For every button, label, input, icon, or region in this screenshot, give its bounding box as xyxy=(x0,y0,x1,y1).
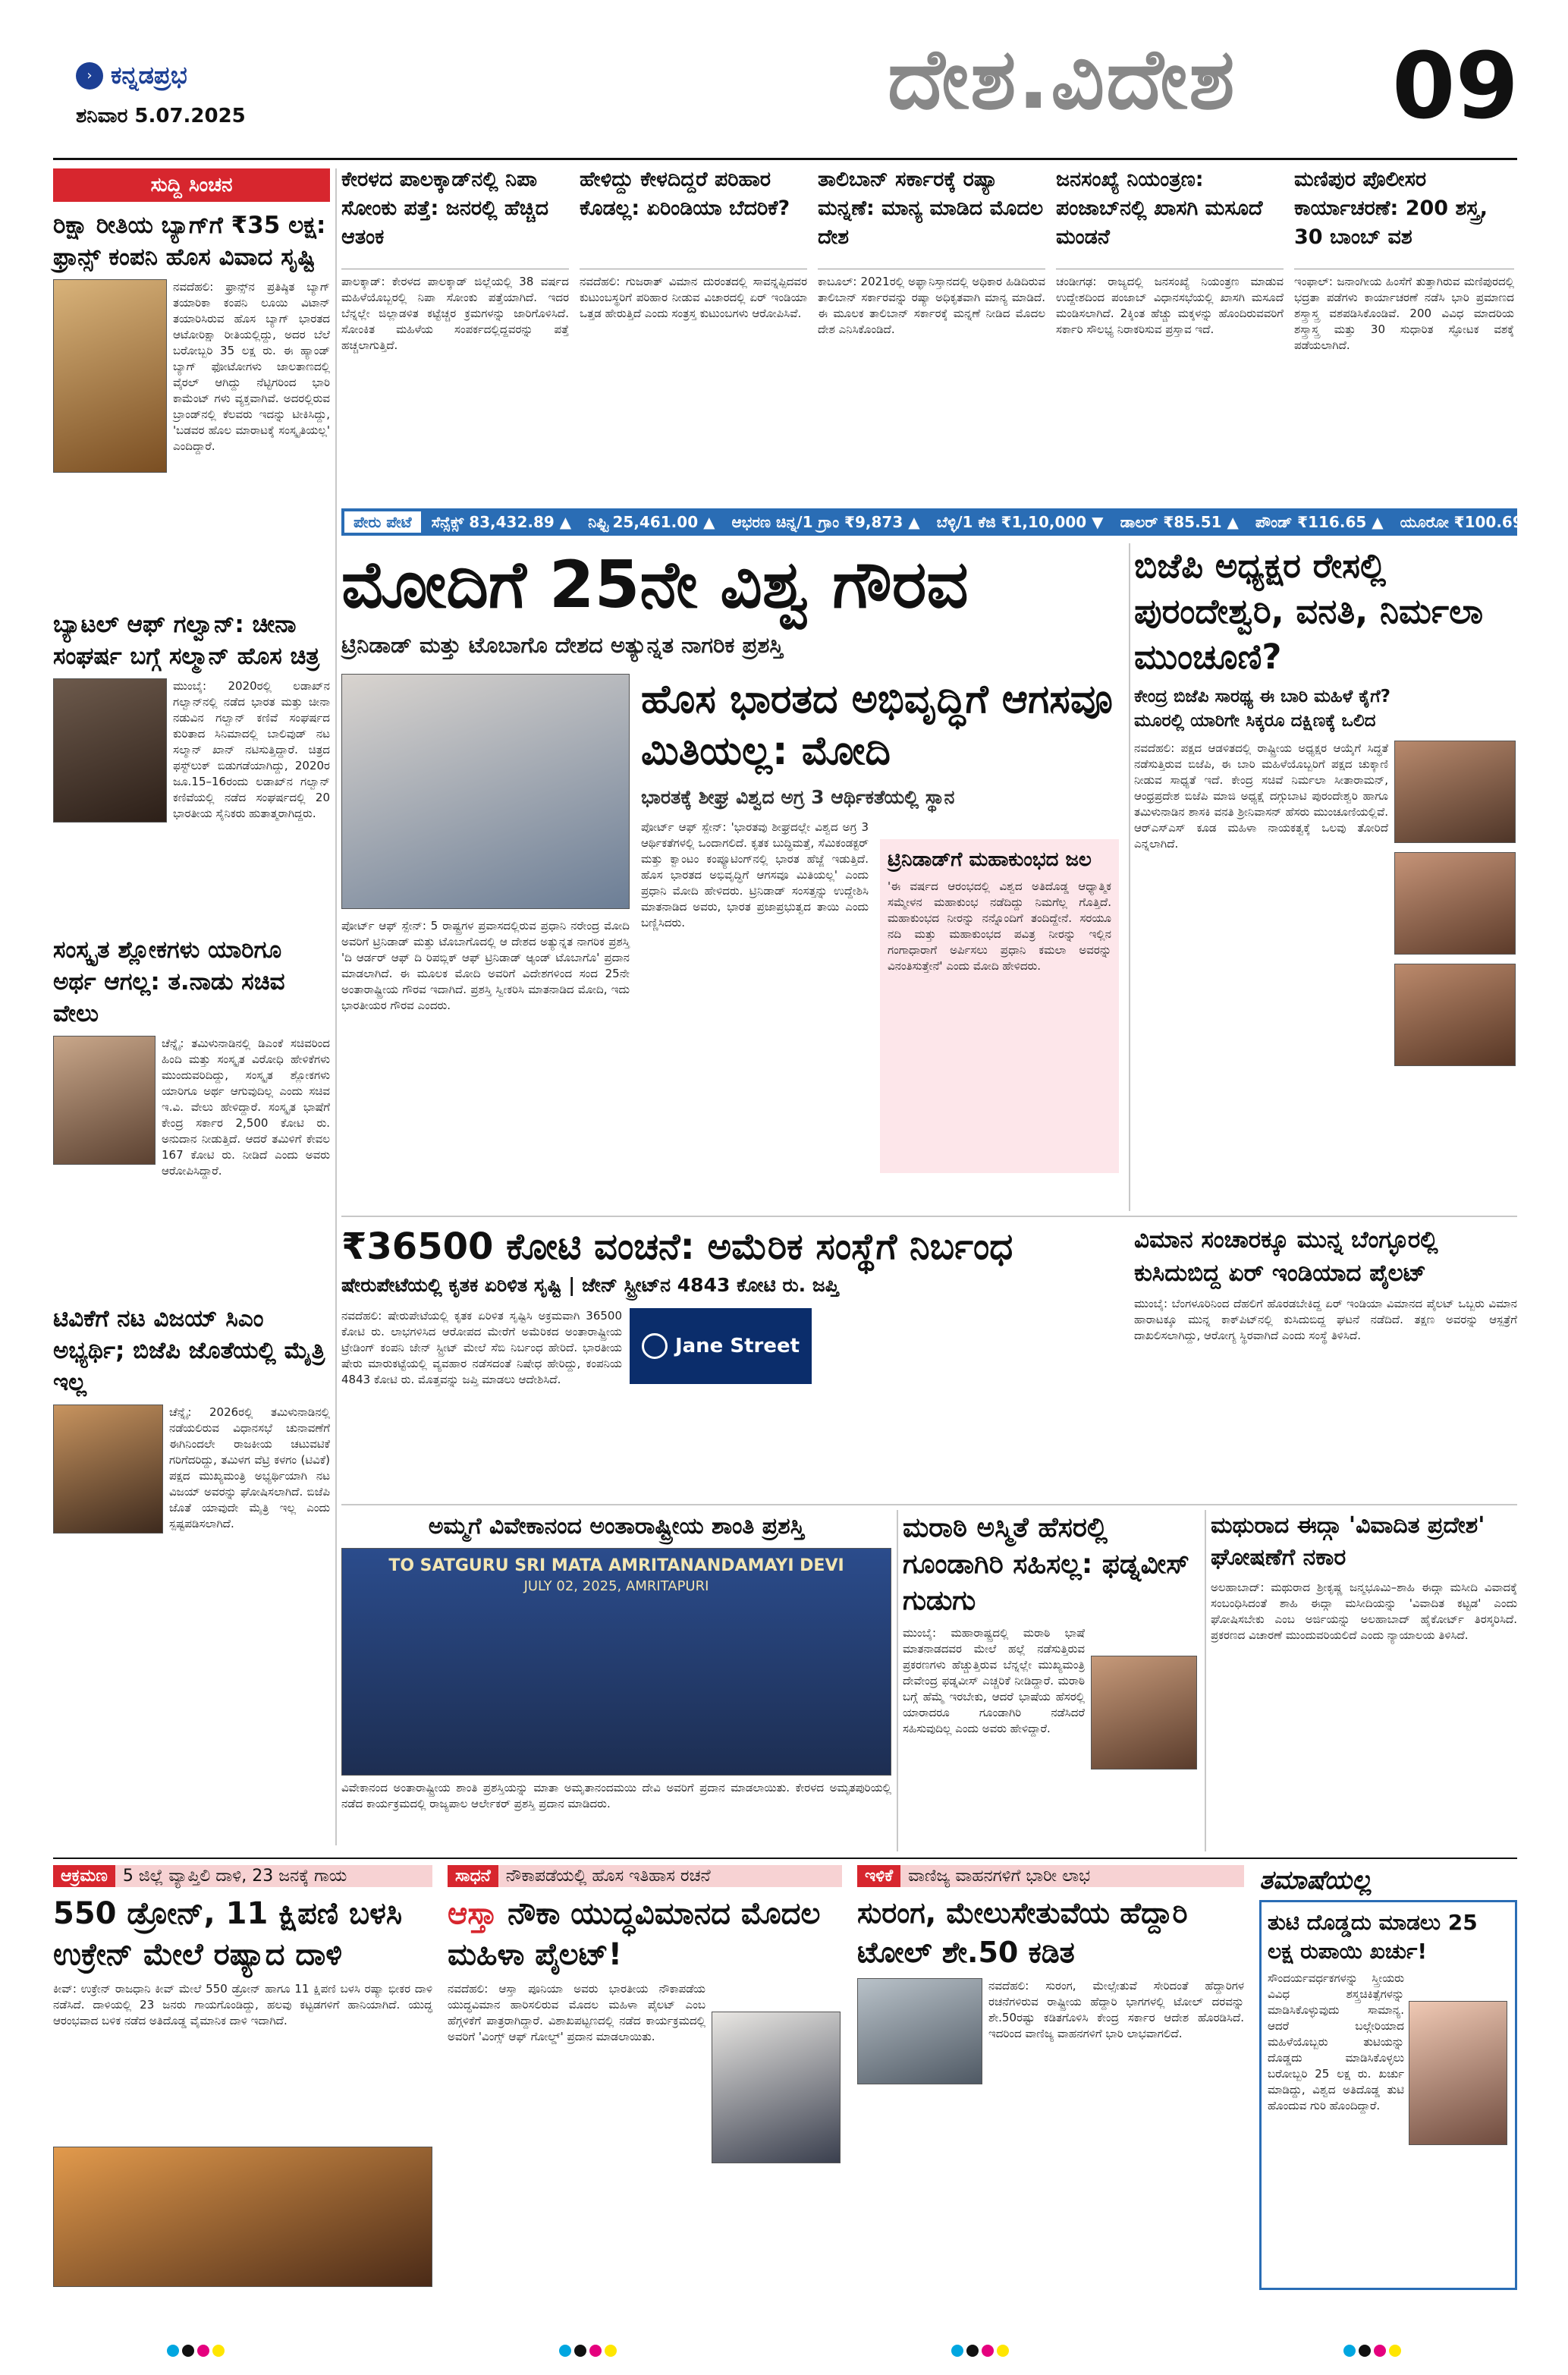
mahakumbh-headline[interactable]: ಟ್ರಿನಿಡಾಡ್‌ಗೆ ಮಹಾಕುಂಭದ ಜಲ xyxy=(888,848,1092,871)
story-tag: ಸಾಧನೆ xyxy=(448,1865,498,1887)
mathura-body: ಅಲಹಾಬಾದ್‌: ಮಥುರಾದ ಶ್ರೀಕೃಷ್ಣ ಜನ್ಮಭೂಮಿ–ಶಾಹಿ ಈದ್ಗಾ ಮಸೀದಿ ವಿವಾದಕ್ಕೆ ಸಂಬಂಧಿಸಿದಂತೆ ಶಾಹಿ ಈದ್ಗಾ ಮಸೀದಿಯನ್ನು 'ವಿವಾದಿತ ಕಟ್ಟಡ' ಎಂದು ಘೋಷಿಸಬೇಕು ಎಂಬ ಅರ್ಜಿಯನ್ನು ಅಲಹಾಬಾದ್‌ ಹೈಕೋರ್ಟ್‌ ತಿರಸ್ಕರಿಸಿದೆ. ಪ್ರಕರಣದ ವಿಚಾರಣೆ ಮುಂದುವರಿಯಲಿದೆ ಎಂದು ನ್ಯಾಯಾಲಯ ತಿಳಿಸಿದೆ. xyxy=(1211,1581,1517,1642)
story-tagline: 5 ಜಿಲ್ಲೆ ವ್ಯಾಪ್ತಿಲಿ ದಾಳಿ, 23 ಜನಕ್ಕೆ ಗಾಯ xyxy=(122,1867,347,1886)
top-story-body: ಕಾಬೂಲ್‌: 2021ರಲ್ಲಿ ಅಫ್ಘಾನಿಸ್ತಾನದಲ್ಲಿ ಅಧಿಕಾರ ಹಿಡಿದಿರುವ ತಾಲಿಬಾನ್‌ ಸರ್ಕಾರವನ್ನು ರಷ್ಯಾ ಅಧಿಕೃತವಾಗಿ ಮಾನ್ಯ ಮಾಡಿದೆ. ಈ ಮೂಲಕ ತಾಲಿಬಾನ್‌ ಸರ್ಕಾರಕ್ಕೆ ಮನ್ನಣೆ ನೀಡಿದ ಮೊದಲ ದೇಶ ಎನಿಸಿಕೊಂಡಿದೆ. xyxy=(818,269,1045,489)
airindia-body: ಮುಂಬೈ: ಬೆಂಗಳೂರಿನಿಂದ ದೆಹಲಿಗೆ ಹೊರಡಬೇಕಿದ್ದ ಏರ್‌ ಇಂಡಿಯಾ ವಿಮಾನದ ಪೈಲಟ್‌ ಒಬ್ಬರು ವಿಮಾನ ಹಾರಾಟಕ್ಕೂ ಮುನ್ನ ಕಾಕ್‌ಪಿಟ್‌ನಲ್ಲಿ ಕುಸಿದುಬಿದ್ದ ಘಟನೆ ನಡೆದಿದೆ. ತಕ್ಷಣ ಅವರನ್ನು ಆಸ್ಪತ್ರೆಗೆ ದಾಖಲಿಸಲಾಗಿದ್ದು, ಆರೋಗ್ಯ ಸ್ಥಿರವಾಗಿದೆ ಎಂದು ಸಂಸ್ಥೆ ತಿಳಿಸಿದೆ. xyxy=(1134,1297,1517,1342)
mathura-story xyxy=(1211,1510,1517,1851)
ticker-label: ಪೇರು ಪೇಟೆ xyxy=(344,511,421,533)
story-tag: ಇಳಿಕೆ xyxy=(857,1865,900,1887)
russia-headline[interactable]: 550 ಡ್ರೋನ್‌, 11 ಕ್ಷಿಪಣಿ ಬಳಸಿ ಉಕ್ರೇನ್‌ ಮೇಲೆ ರಷ್ಯಾದ ದಾಳಿ xyxy=(53,1896,403,1972)
toll-headline[interactable]: ಸುರಂಗ, ಮೇಲುಸೇತುವೆಯ ಹೆದ್ದಾರಿ ಟೋಲ್‌ ಶೇ.50 ಕಡಿತ xyxy=(857,1896,1188,1969)
logo-icon: › xyxy=(76,62,103,90)
top-story-nipah xyxy=(341,165,569,499)
color-dots xyxy=(165,2345,226,2360)
bjp-story xyxy=(1134,543,1517,1211)
col-divider-lead xyxy=(1129,543,1130,1211)
purandeswari-photo xyxy=(1394,852,1516,955)
kyiv-attack-photo xyxy=(53,2147,432,2287)
lead-story xyxy=(341,543,1123,1211)
amma-banner-line1: TO SATGURU SRI MATA AMRITANANDAMAYI DEVI xyxy=(388,1556,844,1575)
vanathi-photo xyxy=(1394,964,1516,1066)
tamasha-headline[interactable]: ತುಟಿ ದೊಡ್ಡದು ಮಾಡಲು 25 ಲಕ್ಷ ರುಪಾಯಿ ಖರ್ಚು! xyxy=(1268,1910,1478,1964)
mathura-headline[interactable]: ಮಥುರಾದ ಈದ್ಗಾ 'ವಿವಾದಿತ ಪ್ರದೇಶ' ಘೋಷಣೆಗೆ ನಕಾರ xyxy=(1211,1512,1485,1571)
amma-banner-line2: JULY 02, 2025, AMRITAPURI xyxy=(523,1578,709,1594)
minister-velu-photo xyxy=(53,1036,156,1165)
top-story-headline[interactable]: ತಾಲಿಬಾನ್‌ ಸರ್ಕಾರಕ್ಕೆ ರಷ್ಯಾ ಮನ್ನಣೆ: ಮಾನ್ಯ ಮಾಡಿದ ಮೊದಲ ದೇಶ xyxy=(818,168,1044,249)
mahakumbh-body: 'ಈ ವರ್ಷದ ಆರಂಭದಲ್ಲಿ ವಿಶ್ವದ ಅತಿದೊಡ್ಡ ಆಧ್ಯಾತ್ಮಿಕ ಸಮ್ಮೇಳನ ಮಹಾಕುಂಭ ನಡೆದಿದ್ದು ನಿಮಗೆಲ್ಲ ಗೊತ್ತಿದೆ. ಮಹಾಕುಂಭದ ನೀರನ್ನು ನನ್ನೊಂದಿಗೆ ತಂದಿದ್ದೇನೆ. ಸರಯೂ ನದಿ ಮತ್ತು ಮಹಾಕುಂಭದ ಪವಿತ್ರ ನೀರನ್ನು ಇಲ್ಲಿನ ಗಂಗಾಧಾರಾಗೆ ಅರ್ಪಿಸಲು ಪ್ರಧಾನಿ ಕಮಲಾ ಅವರನ್ನು ವಿನಂತಿಸುತ್ತೇನೆ' ಎಂದು ಮೋದಿ ಹೇಳಿದರು. xyxy=(888,879,1111,973)
amma-caption: ವಿವೇಕಾನಂದ ಅಂತಾರಾಷ್ಟ್ರೀಯ ಶಾಂತಿ ಪ್ರಶಸ್ತಿಯನ್ನು ಮಾತಾ ಅಮೃತಾನಂದಮಯಿ ದೇವಿ ಅವರಿಗೆ ಪ್ರದಾನ ಮಾಡಲಾಯಿತು. ಕೇರಳದ ಅಮೃತಪುರಿಯಲ್ಲಿ ನಡೆದ ಕಾರ್ಯಕ್ರಮದಲ್ಲಿ ರಾಜ್ಯಪಾಲ ಆರ್ಲೇಕರ್‌ ಪ್ರಶಸ್ತಿ ಪ್ರದಾನ ಮಾಡಿದರು. xyxy=(341,1781,891,1810)
navy-pilot-headline[interactable]: ನೌಕಾ ಯುದ್ಧವಿಮಾನದ ಮೊದಲ ಮಹಿಳಾ ಪೈಲಟ್‌! xyxy=(448,1896,821,1972)
market-ticker xyxy=(341,508,1541,536)
top-stories-row xyxy=(341,165,1517,499)
col-divider-marathi xyxy=(1205,1510,1206,1851)
top-story-headline[interactable]: ಮಣಿಪುರ ಪೊಲೀಸರ ಕಾರ್ಯಾಚರಣೆ: 200 ಶಸ್ತ್ರ, 30 ಬಾಂಬ್‌ ವಶ xyxy=(1294,168,1488,249)
navy-pilot-body: ನವದೆಹಲಿ: ಆಸ್ತಾ ಪೂನಿಯಾ ಅವರು ಭಾರತೀಯ ನೌಕಾಪಡೆಯ ಯುದ್ಧವಿಮಾನ ಹಾರಿಸಲಿರುವ ಮೊದಲ ಮಹಿಳಾ ಪೈಲಟ್‌ ಎಂಬ ಹೆಗ್ಗಳಿಕೆಗೆ ಪಾತ್ರರಾಗಿದ್ದಾರೆ. ವಿಶಾಖಪಟ್ಟಣದಲ್ಲಿ ನಡೆದ ಕಾರ್ಯಕ್ರಮದಲ್ಲಿ ಅವರಿಗೆ 'ವಿಂಗ್ಸ್‌ ಆಫ್‌ ಗೋಲ್ಡ್‌' ಪ್ರದಾನ ಮಾಡಲಾಯಿತು. xyxy=(448,1982,705,2043)
bjp-subheadline-2: ಮೂರಲ್ಲಿ ಯಾರಿಗೇ ಸಿಕ್ಕರೂ ದಕ್ಷಿಣಕ್ಕೆ ಒಲಿದ xyxy=(1134,711,1376,731)
jane-body: ನವದೆಹಲಿ: ಷೇರುಪೇಟೆಯಲ್ಲಿ ಕೃತಕ ಏರಿಳಿತ ಸೃಷ್ಟಿಸಿ ಅಕ್ರಮವಾಗಿ 36500 ಕೋಟಿ ರು. ಲಾಭಗಳಿಸಿದ ಆರೋಪದ ಮೇರೆಗೆ ಅಮೆರಿಕದ ಅಂತಾರಾಷ್ಟ್ರೀಯ ಟ್ರೇಡಿಂಗ್‌ ಕಂಪನಿ ಜೇನ್‌ ಸ್ಟ್ರೀಟ್‌ ಮೇಲೆ ಸೆಬಿ ನಿರ್ಬಂಧ ಹೇರಿದೆ. ಭಾರತೀಯ ಷೇರು ಮಾರುಕಟ್ಟೆಯಲ್ಲಿ ವ್ಯವಹಾರ ನಡೆಸದಂತೆ ನಿಷೇಧ ಹೇರಿದ್ದು, ಕಂಪನಿಯ 4843 ಕೋಟಿ ರು. ಮೊತ್ತವನ್ನು ಜಪ್ತಿ ಮಾಡಲು ಆದೇಶಿಸಿದೆ. xyxy=(341,1309,622,1386)
fadnavis-photo xyxy=(1091,1656,1197,1769)
top-story-headline[interactable]: ಹೇಳಿದ್ದು ಕೇಳದಿದ್ದರೆ ಪರಿಹಾರ ಕೊಡಲ್ಲ: ಏರಿಂಡಿಯಾ ಬೆದರಿಕೆ? xyxy=(580,168,790,220)
toll-body: ನವದೆಹಲಿ: ಸುರಂಗ, ಮೇಲ್ಸೇತುವೆ ಸೇರಿದಂತೆ ಹೆದ್ದಾರಿಗಳ ರಚನೆಗಳಿರುವ ರಾಷ್ಟ್ರೀಯ ಹೆದ್ದಾರಿ ಭಾಗಗಳಲ್ಲಿ ಟೋಲ್‌ ದರವನ್ನು ಶೇ.50ರಷ್ಟು ಕಡಿತಗೊಳಿಸಿ ಕೇಂದ್ರ ಸರ್ಕಾರ ಆದೇಶ ಹೊರಡಿಸಿದೆ. ಇದರಿಂದ ವಾಣಿಜ್ಯ ವಾಹನಗಳಿಗೆ ಭಾರಿ ಲಾಭವಾಗಲಿದೆ. xyxy=(988,1979,1244,2040)
row-divider-2 xyxy=(341,1504,1517,1505)
row-divider-1 xyxy=(341,1216,1517,1217)
ticker-item: ಬೆಳ್ಳಿ/1 ಕೆಜಿ ₹1,10,000 ▼ xyxy=(936,513,1104,531)
story-tag: ಆಕ್ರಮಣ xyxy=(53,1865,115,1887)
lead-subheadline: ಟ್ರಿನಿಡಾಡ್‌ ಮತ್ತು ಟೊಬಾಗೊ ದೇಶದ ಅತ್ಯುನ್ನತ ನಾಗರಿಕ ಪ್ರಶಸ್ತಿ xyxy=(341,632,784,658)
suddi-label: ಸುದ್ದಿ ಸಿಂಚನ xyxy=(53,168,330,202)
amma-award-photo xyxy=(341,1548,891,1776)
top-story-headline[interactable]: ಕೇರಳದ ಪಾಲಕ್ಕಾಡ್‌ನಲ್ಲಿ ನಿಪಾ ಸೋಂಕು ಪತ್ತೆ: ಜನರಲ್ಲಿ ಹೆಚ್ಚಿದ ಆತಂಕ xyxy=(341,168,549,249)
section-title: ದೇಶ.ವಿದೇಶ xyxy=(888,30,1236,127)
toll-plaza-photo xyxy=(857,1978,982,2084)
logo[interactable] xyxy=(76,61,187,90)
logo-text: ಕನ್ನಡಪ್ರಭ xyxy=(111,61,187,90)
top-story-airindia-threat xyxy=(580,165,807,499)
color-dots xyxy=(558,2345,618,2360)
lead-body-right: ಪೋರ್ಟ್‌ ಆಫ್‌ ಸ್ಪೇನ್‌: 'ಭಾರತವು ಶೀಘ್ರದಲ್ಲೇ ವಿಶ್ವದ ಅಗ್ರ 3 ಆರ್ಥಿಕತೆಗಳಲ್ಲಿ ಒಂದಾಗಲಿದೆ. ಕೃತಕ ಬುದ್ಧಿಮತ್ತೆ, ಸೆಮಿಕಂಡಕ್ಟರ್‌ ಮತ್ತು ಕ್ವಾಂಟಂ ಕಂಪ್ಯೂಟಿಂಗ್‌ನಲ್ಲಿ ಭಾರತ ಹೆಜ್ಜೆ ಇಡುತ್ತಿದೆ. ಹೊಸ ಭಾರತದ ಅಭಿವೃದ್ಧಿಗೆ ಆಗಸವೂ ಮಿತಿಯಲ್ಲ' ಎಂದು ಪ್ರಧಾನಿ ಮೋದಿ ಹೇಳಿದರು. ಟ್ರಿನಿಡಾಡ್‌ ಸಂಸತ್ತನ್ನು ಉದ್ದೇಶಿಸಿ ಮಾತನಾಡಿದ ಅವರು, ಭಾರತ ಪ್ರಜಾಪ್ರಭುತ್ವದ ತಾಯಿ ಎಂದು ಬಣ್ಣಿಸಿದರು. xyxy=(641,820,869,930)
page-number: 09 xyxy=(1392,34,1519,140)
modi-award-photo xyxy=(341,674,630,909)
salman-film-poster xyxy=(53,678,167,823)
bjp-subheadline-1: ಕೇಂದ್ರ ಬಿಜೆಪಿ ಸಾರಥ್ಯ ಈ ಬಾರಿ ಮಹಿಳೆ ಕೈಗೆ? xyxy=(1134,687,1390,706)
top-story-headline[interactable]: ಜನಸಂಖ್ಯೆ ನಿಯಂತ್ರಣ: ಪಂಜಾಬ್‌ನಲ್ಲಿ ಖಾಸಗಿ ಮಸೂದೆ ಮಂಡನೆ xyxy=(1056,168,1263,249)
ticker-item: ನಿಫ್ಟಿ 25,461.00 ▲ xyxy=(588,513,715,531)
navy-pilot-name[interactable]: ಆಸ್ತಾ xyxy=(448,1896,498,1931)
top-story-body: ನವದೆಹಲಿ: ಗುಜರಾತ್‌ ವಿಮಾನ ದುರಂತದಲ್ಲಿ ಸಾವನ್ನಪ್ಪಿದವರ ಕುಟುಂಬಸ್ಥರಿಗೆ ಪರಿಹಾರ ನೀಡುವ ವಿಚಾರದಲ್ಲಿ ಏರ್‌ ಇಂಡಿಯಾ ಒತ್ತಡ ಹೇರುತ್ತಿದೆ ಎಂದು ಸಂತ್ರಸ್ತ ಕುಟುಂಬಗಳು ಆರೋಪಿಸಿವೆ. xyxy=(580,269,807,489)
toll-cut-story xyxy=(857,1865,1244,2328)
registration-marks xyxy=(0,2345,1568,2360)
jane-logo-icon xyxy=(642,1333,668,1359)
mahakumbh-box xyxy=(880,839,1119,1173)
lead-headline[interactable]: ಮೋದಿಗೆ 25ನೇ ವಿಶ್ವ ಗೌರವ xyxy=(341,547,969,623)
story-tagline: ನೌಕಾಪಡೆಯಲ್ಲಿ ಹೊಸ ಇತಿಹಾಸ ರಚನೆ xyxy=(505,1867,711,1886)
top-story-punjab xyxy=(1056,165,1284,499)
marathi-body: ಮುಂಬೈ: ಮಹಾರಾಷ್ಟ್ರದಲ್ಲಿ ಮರಾಠಿ ಭಾಷೆ ಮಾತನಾಡದವರ ಮೇಲೆ ಹಲ್ಲೆ ನಡೆಸುತ್ತಿರುವ ಪ್ರಕರಣಗಳು ಹೆಚ್ಚುತ್ತಿರುವ ಬೆನ್ನಲ್ಲೇ ಮುಖ್ಯಮಂತ್ರಿ ದೇವೇಂದ್ರ ಫಡ್ನವೀಸ್‌ ಎಚ್ಚರಿಕೆ ನೀಡಿದ್ದಾರೆ. ಮರಾಠಿ ಬಗ್ಗೆ ಹೆಮ್ಮೆ ಇರಬೇಕು, ಆದರೆ ಭಾಷೆಯ ಹೆಸರಲ್ಲಿ ಯಾರಾದರೂ ಗೂಂಡಾಗಿರಿ ನಡೆಸಿದರೆ ಸಹಿಸುವುದಿಲ್ಲ ಎಂದು ಅವರು ಹೇಳಿದ್ದಾರೆ. xyxy=(903,1626,1085,1735)
suddi-story3-headline[interactable]: ಸಂಸ್ಕೃತ ಶ್ಲೋಕಗಳು ಯಾರಿಗೂ ಅರ್ಥ ಆಗಲ್ಲ: ತ.ನಾಡು ಸಚಿವ ವೇಲು xyxy=(53,936,285,1027)
ticker-item: ಸೆನ್ಸೆಕ್ಸ್‌ 83,432.89 ▲ xyxy=(431,513,572,531)
marathi-story xyxy=(903,1510,1199,1851)
edition-date: ಶನಿವಾರ 5.07.2025 xyxy=(76,105,246,127)
masthead xyxy=(0,0,1568,156)
marathi-headline[interactable]: ಮರಾಠಿ ಅಸ್ಮಿತೆ ಹೆಸರಲ್ಲಿ ಗೂಂಡಾಗಿರಿ ಸಹಿಸಲ್ಲ: ಫಡ್ನವೀಸ್‌ ಗುಡುಗು xyxy=(903,1512,1190,1616)
jane-street-logo[interactable] xyxy=(630,1308,812,1384)
story-tagline: ವಾಣಿಜ್ಯ ವಾಹನಗಳಿಗೆ ಭಾರೀ ಲಾಭ xyxy=(908,1867,1091,1886)
ticker-item: ಡಾಲರ್‌ ₹85.51 ▲ xyxy=(1120,513,1239,531)
top-story-body: ಇಂಫಾಲ್‌: ಜನಾಂಗೀಯ ಹಿಂಸೆಗೆ ತುತ್ತಾಗಿರುವ ಮಣಿಪುರದಲ್ಲಿ ಭದ್ರತಾ ಪಡೆಗಳು ಕಾರ್ಯಾಚರಣೆ ನಡೆಸಿ ಭಾರಿ ಪ್ರಮಾಣದ ಶಸ್ತ್ರಾಸ್ತ್ರ ವಶಪಡಿಸಿಕೊಂಡಿವೆ. 200 ವಿವಿಧ ಮಾದರಿಯ ಶಸ್ತ್ರಾಸ್ತ್ರ ಮತ್ತು 30 ಸುಧಾರಿತ ಸ್ಫೋಟಕ ವಶಕ್ಕೆ ಪಡೆಯಲಾಗಿದೆ. xyxy=(1294,269,1514,489)
actor-vijay-photo xyxy=(53,1405,163,1534)
col-divider-amma xyxy=(897,1510,898,1851)
nirmala-photo xyxy=(1394,741,1516,843)
ticker-item: ಪೌಂಡ್‌ ₹116.65 ▲ xyxy=(1255,513,1384,531)
russia-body: ಕೀವ್‌: ಉಕ್ರೇನ್‌ ರಾಜಧಾನಿ ಕೀವ್‌ ಮೇಲೆ 550 ಡ್ರೋನ್‌ ಹಾಗೂ 11 ಕ್ಷಿಪಣಿ ಬಳಸಿ ರಷ್ಯಾ ಭೀಕರ ದಾಳಿ ನಡೆಸಿದೆ. ದಾಳಿಯಲ್ಲಿ 23 ಜನರು ಗಾಯಗೊಂಡಿದ್ದು, ಹಲವು ಕಟ್ಟಡಗಳಿಗೆ ಹಾನಿಯಾಗಿದೆ. ಯುದ್ಧ ಆರಂಭವಾದ ಬಳಿಕ ನಡೆದ ಅತಿದೊಡ್ಡ ವೈಮಾನಿಕ ದಾಳಿ ಇದಾಗಿದೆ. xyxy=(53,1982,432,2027)
jane-headline[interactable]: ₹36500 ಕೋಟಿ ವಂಚನೆ: ಅಮೆರಿಕ ಸಂಸ್ಥೆಗೆ ನಿರ್ಬಂಧ xyxy=(341,1225,1013,1268)
suddi-story2-headline[interactable]: ಬ್ಯಾಟಲ್‌ ಆಫ್‌ ಗಲ್ವಾನ್‌: ಚೀನಾ ಸಂಘರ್ಷ ಬಗ್ಗೆ ಸಲ್ಮಾನ್‌ ಹೊಸ ಚಿತ್ರ xyxy=(53,611,320,670)
top-story-body: ಪಾಲಕ್ಕಾಡ್‌: ಕೇರಳದ ಪಾಲಕ್ಕಾಡ್‌ ಜಿಲ್ಲೆಯಲ್ಲಿ 38 ವರ್ಷದ ಮಹಿಳೆಯೊಬ್ಬರಲ್ಲಿ ನಿಪಾ ಸೋಂಕು ಪತ್ತೆಯಾಗಿದೆ. ಇದರ ಬೆನ್ನಲ್ಲೇ ಜಿಲ್ಲಾಡಳಿತ ಕಟ್ಟೆಚ್ಚರ ಕ್ರಮಗಳನ್ನು ಜಾರಿಗೊಳಿಸಿದೆ. ಸೋಂಕಿತ ಮಹಿಳೆಯ ಸಂಪರ್ಕದಲ್ಲಿದ್ದವರನ್ನು ಪತ್ತೆ ಹಚ್ಚಲಾಗುತ್ತಿದೆ. xyxy=(341,269,569,489)
color-dots xyxy=(1342,2345,1403,2360)
col-divider-left xyxy=(335,168,337,1845)
suddi-story1-headline[interactable]: ರಿಕ್ಷಾ ರೀತಿಯ ಬ್ಯಾಗ್‌ಗೆ ₹35 ಲಕ್ಷ: ಫ್ರಾನ್ಸ್‌ ಕಂಪನಿ ಹೊಸ ವಿವಾದ ಸೃಷ್ಟಿ xyxy=(53,212,326,271)
amma-award-story xyxy=(341,1510,891,1851)
russia-attack-story xyxy=(53,1865,432,2328)
bjp-body: ನವದೆಹಲಿ: ಪಕ್ಷದ ಆಡಳಿತದಲ್ಲಿ ರಾಷ್ಟ್ರೀಯ ಅಧ್ಯಕ್ಷರ ಆಯ್ಕೆಗೆ ಸಿದ್ಧತೆ ನಡೆಸುತ್ತಿರುವ ಬಿಜೆಪಿ, ಈ ಬಾರಿ ಮಹಿಳೆಯೊಬ್ಬರಿಗೆ ಪಕ್ಷದ ಚುಕ್ಕಾಣಿ ನೀಡುವ ಸಾಧ್ಯತೆ ಇದೆ. ಕೇಂದ್ರ ಸಚಿವೆ ನಿರ್ಮಲಾ ಸೀತಾರಾಮನ್‌, ಆಂಧ್ರಪ್ರದೇಶ ಬಿಜೆಪಿ ಮಾಜಿ ಅಧ್ಯಕ್ಷೆ ದಗ್ಗುಬಾಟಿ ಪುರಂದೇಶ್ವರಿ ಹಾಗೂ ತಮಿಳುನಾಡಿನ ಶಾಸಕಿ ವನತಿ ಶ್ರೀನಿವಾಸನ್‌ ಹೆಸರು ಮುಂಚೂಣಿಯಲ್ಲಿವೆ. ಆರ್‌ಎಸ್‌ಎಸ್‌ ಕೂಡ ಮಹಿಳಾ ನಾಯಕತ್ವಕ್ಕೆ ಒಲವು ತೋರಿದೆ ಎನ್ನಲಾಗಿದೆ. xyxy=(1134,741,1388,851)
tamasha-body: ಸೌಂದರ್ಯವರ್ಧಕಗಳನ್ನು ಸ್ತ್ರೀಯರು ವಿವಿಧ ಶಸ್ತ್ರಚಿಕಿತ್ಸೆಗಳನ್ನು ಮಾಡಿಸಿಕೊಳ್ಳುವುದು ಸಾಮಾನ್ಯ. ಆದರೆ ಬಲ್ಗೇರಿಯಾದ ಮಹಿಳೆಯೊಬ್ಬರು ತುಟಿಯನ್ನು ದೊಡ್ಡದು ಮಾಡಿಸಿಕೊಳ್ಳಲು ಬರೋಬ್ಬರಿ 25 ಲಕ್ಷ ರು. ಖರ್ಚು ಮಾಡಿದ್ದು, ವಿಶ್ವದ ಅತಿದೊಡ್ಡ ತುಟಿ ಹೊಂದುವ ಗುರಿ ಹೊಂದಿದ್ದಾರೆ. xyxy=(1268,1971,1404,2112)
second-subheadline: ಭಾರತಕ್ಕೆ ಶೀಘ್ರ ವಿಶ್ವದ ಅಗ್ರ 3 ಆರ್ಥಿಕತೆಯಲ್ಲಿ ಸ್ಥಾನ xyxy=(641,786,955,808)
ticker-item: ಯೂರೋ ₹100.69 ▲ xyxy=(1400,513,1541,531)
suddi-story3-body: ಚೆನ್ನೈ: ತಮಿಳುನಾಡಿನಲ್ಲಿ ಡಿಎಂಕೆ ಸಚಿವರಿಂದ ಹಿಂದಿ ಮತ್ತು ಸಂಸ್ಕೃತ ವಿರೋಧಿ ಹೇಳಿಕೆಗಳು ಮುಂದುವರಿದಿದ್ದು, ಸಂಸ್ಕೃತ ಶ್ಲೋಕಗಳು ಯಾರಿಗೂ ಅರ್ಥ ಆಗುವುದಿಲ್ಲ ಎಂದು ಸಚಿವ ಇ.ವಿ. ವೇಲು ಹೇಳಿದ್ದಾರೆ. ಸಂಸ್ಕೃತ ಭಾಷೆಗೆ ಕೇಂದ್ರ ಸರ್ಕಾರ 2,500 ಕೋಟಿ ರು. ಅನುದಾನ ನೀಡುತ್ತಿದೆ. ಆದರೆ ತಮಿಳಿಗೆ ಕೇವಲ 167 ಕೋಟಿ ರು. ನೀಡಿದೆ ಎಂದು ಅವರು ಆರೋಪಿಸಿದ್ದಾರೆ. xyxy=(162,1037,330,1178)
second-headline[interactable]: ಹೊಸ ಭಾರತದ ಅಭಿವೃದ್ಧಿಗೆ ಆಗಸವೂ ಮಿತಿಯಲ್ಲ: ಮೋದಿ xyxy=(641,677,1113,774)
suddi-story4-body: ಚೆನ್ನೈ: 2026ರಲ್ಲಿ ತಮಿಳುನಾಡಿನಲ್ಲಿ ನಡೆಯಲಿರುವ ವಿಧಾನಸಭೆ ಚುನಾವಣೆಗೆ ಈಗಿನಿಂದಲೇ ರಾಜಕೀಯ ಚಟುವಟಿಕೆ ಗರಿಗೆದರಿದ್ದು, ತಮಿಳಗ ವೆಟ್ರಿ ಕಳಗಂ (ಟಿವಿಕೆ) ಪಕ್ಷದ ಮುಖ್ಯಮಂತ್ರಿ ಅಭ್ಯರ್ಥಿಯಾಗಿ ನಟ ವಿಜಯ್‌ ಅವರನ್ನು ಘೋಷಿಸಲಾಗಿದೆ. ಬಿಜೆಪಿ ಜೊತೆ ಯಾವುದೇ ಮೈತ್ರಿ ಇಲ್ಲ ಎಂದು ಸ್ಪಷ್ಟಪಡಿಸಲಾಗಿದೆ. xyxy=(169,1405,330,1530)
airindia-pilot-story xyxy=(1134,1223,1517,1496)
rickshaw-bag-photo xyxy=(53,279,167,473)
astha-poonia-photo xyxy=(712,2012,841,2163)
suddi-column xyxy=(53,168,330,1845)
top-story-taliban xyxy=(818,165,1045,499)
ticker-item: ಆಭರಣ ಚಿನ್ನ/1 ಗ್ರಾಂ ₹9,873 ▲ xyxy=(731,513,920,531)
color-dots xyxy=(950,2345,1010,2360)
jane-subheadline: ಷೇರುಪೇಟೆಯಲ್ಲಿ ಕೃತಕ ಏರಿಳಿತ ಸೃಷ್ಟಿ | ಜೇನ್‌ ಸ್ಟ್ರೀಟ್‌ನ 4843 ಕೋಟಿ ರು. ಜಪ್ತಿ xyxy=(341,1274,839,1296)
suddi-story1-body: ನವದೆಹಲಿ: ಫ್ರಾನ್ಸ್‌ನ ಪ್ರತಿಷ್ಠಿತ ಬ್ಯಾಗ್‌ ತಯಾರಿಕಾ ಕಂಪನಿ ಲೂಯಿ ವಿಟಾನ್‌ ತಯಾರಿಸಿರುವ ಹೊಸ ಬ್ಯಾಗ್‌ ಭಾರತದ ಆಟೋರಿಕ್ಷಾ ರೀತಿಯಲ್ಲಿದ್ದು, ಅದರ ಬೆಲೆ ಬರೋಬ್ಬರಿ 35 ಲಕ್ಷ ರು. ಈ ಹ್ಯಾಂಡ್‌ ಬ್ಯಾಗ್‌ ಫೋಟೋಗಳು ಜಾಲತಾಣದಲ್ಲಿ ವೈರಲ್‌ ಆಗಿದ್ದು ನೆಟ್ಟಿಗರಿಂದ ಭಾರಿ ಕಾಮೆಂಟ್‌ ಗಳು ವ್ಯಕ್ತವಾಗಿವೆ. ಅದರಲ್ಲಿರುವ ಬ್ರಾಂಡ್‌ನಲ್ಲಿ ಕೆಲವರು ಇದನ್ನು ಟೀಕಿಸಿದ್ದು, 'ಬಡವರ ಹೊಲ ಮಾರಾಟಕ್ಕೆ ಸಂಸ್ಕೃತಿಯಲ್ಲ' ಎಂದಿದ್ದಾರೆ. xyxy=(173,280,330,453)
jane-logo-text: Jane Street xyxy=(674,1335,800,1357)
masthead-rule xyxy=(53,158,1517,160)
suddi-story2-body: ಮುಂಬೈ: 2020ರಲ್ಲಿ ಲಡಾಖ್‌ನ ಗಲ್ವಾನ್‌ನಲ್ಲಿ ನಡೆದ ಭಾರತ ಮತ್ತು ಚೀನಾ ನಡುವಿನ ಗಲ್ವಾನ್‌ ಕಣಿವೆ ಸಂಘರ್ಷದ ಕುರಿತಾದ ಸಿನಿಮಾದಲ್ಲಿ ಬಾಲಿವುಡ್‌ ನಟ ಸಲ್ಮಾನ್‌ ಖಾನ್‌ ನಟಿಸುತ್ತಿದ್ದಾರೆ. ಚಿತ್ರದ ಫಸ್ಟ್‌ಲುಕ್‌ ಬಿಡುಗಡೆಯಾಗಿದ್ದು, 2020ರ ಜೂ.15–16ರಂದು ಲಡಾಖ್‌ನ ಗಲ್ವಾನ್‌ ಕಣಿವೆಯಲ್ಲಿ ನಡೆದ ಸಂಘರ್ಷದಲ್ಲಿ 20 ಭಾರತೀಯ ಸೈನಿಕರು ಹುತಾತ್ಮರಾಗಿದ್ದರು. xyxy=(173,679,330,820)
lips-woman-photo xyxy=(1409,2001,1507,2145)
suddi-story4-headline[interactable]: ಟಿವಿಕೆಗೆ ನಟ ವಿಜಯ್‌ ಸಿಎಂ ಅಭ್ಯರ್ಥಿ; ಬಿಜೆಪಿ ಜೊತೆಯಲ್ಲಿ ಮೈತ್ರಿ ಇಲ್ಲ xyxy=(53,1305,325,1396)
lead-body-left: ಪೋರ್ಟ್‌ ಆಫ್‌ ಸ್ಪೇನ್‌: 5 ರಾಷ್ಟ್ರಗಳ ಪ್ರವಾಸದಲ್ಲಿರುವ ಪ್ರಧಾನಿ ನರೇಂದ್ರ ಮೋದಿ ಅವರಿಗೆ ಟ್ರಿನಿಡಾಡ್‌ ಮತ್ತು ಟೊಬಾಗೊದಲ್ಲಿ ಆ ದೇಶದ ಅತ್ಯುನ್ನತ ನಾಗರಿಕ ಪ್ರಶಸ್ತಿ 'ದಿ ಆರ್ಡರ್‌ ಆಫ್‌ ದಿ ರಿಪಬ್ಲಿಕ್‌ ಆಫ್‌ ಟ್ರಿನಿಡಾಡ್‌ ಆ್ಯಂಡ್‌ ಟೊಬಾಗೊ' ಪ್ರದಾನ ಮಾಡಲಾಗಿದೆ. ಈ ಮೂಲಕ ಮೋದಿ ಅವರಿಗೆ ವಿದೇಶಗಳಿಂದ ಸಂದ 25ನೇ ಅಂತಾರಾಷ್ಟ್ರೀಯ ಗೌರವ ಇದಾಗಿದೆ. ಪ್ರಶಸ್ತಿ ಸ್ವೀಕರಿಸಿ ಮಾತನಾಡಿದ ಮೋದಿ, ಇದು ಭಾರತೀಯರ ಗೌರವ ಎಂದರು. xyxy=(341,919,630,1012)
top-story-manipur xyxy=(1294,165,1514,499)
airindia-headline[interactable]: ವಿಮಾನ ಸಂಚಾರಕ್ಕೂ ಮುನ್ನ ಬೆಂಗ್ಳೂರಲ್ಲಿ ಕುಸಿದುಬಿದ್ದ ಏರ್‌ ಇಂಡಿಯಾದ ಪೈಲಟ್‌ xyxy=(1134,1226,1438,1287)
navy-pilot-story xyxy=(448,1865,842,2328)
bjp-headline[interactable]: ಬಿಜೆಪಿ ಅಧ್ಯಕ್ಷರ ರೇಸಲ್ಲಿ ಪುರಂದೇಶ್ವರಿ, ವನತಿ, ನಿರ್ಮಲಾ ಮುಂಚೂಣಿ? xyxy=(1134,546,1484,677)
tamasha-story xyxy=(1259,1865,1517,2328)
row-divider-3 xyxy=(53,1858,1517,1859)
jane-street-story xyxy=(341,1223,1123,1496)
tamasha-label: ತಮಾಷೆಯಲ್ಲ xyxy=(1259,1865,1372,1895)
amma-headline[interactable]: ಅಮ್ಮಗೆ ವಿವೇಕಾನಂದ ಅಂತಾರಾಷ್ಟ್ರೀಯ ಶಾಂತಿ ಪ್ರಶಸ್ತಿ xyxy=(428,1513,805,1540)
top-story-body: ಚಂಡೀಗಢ: ರಾಜ್ಯದಲ್ಲಿ ಜನಸಂಖ್ಯೆ ನಿಯಂತ್ರಣ ಮಾಡುವ ಉದ್ದೇಶದಿಂದ ಪಂಜಾಬ್‌ ವಿಧಾನಸಭೆಯಲ್ಲಿ ಖಾಸಗಿ ಮಸೂದೆ ಮಂಡಿಸಲಾಗಿದೆ. 2ಕ್ಕಿಂತ ಹೆಚ್ಚು ಮಕ್ಕಳನ್ನು ಹೊಂದಿರುವವರಿಗೆ ಸರ್ಕಾರಿ ಸೌಲಭ್ಯ ನಿರಾಕರಿಸುವ ಪ್ರಸ್ತಾವ ಇದೆ. xyxy=(1056,269,1284,489)
